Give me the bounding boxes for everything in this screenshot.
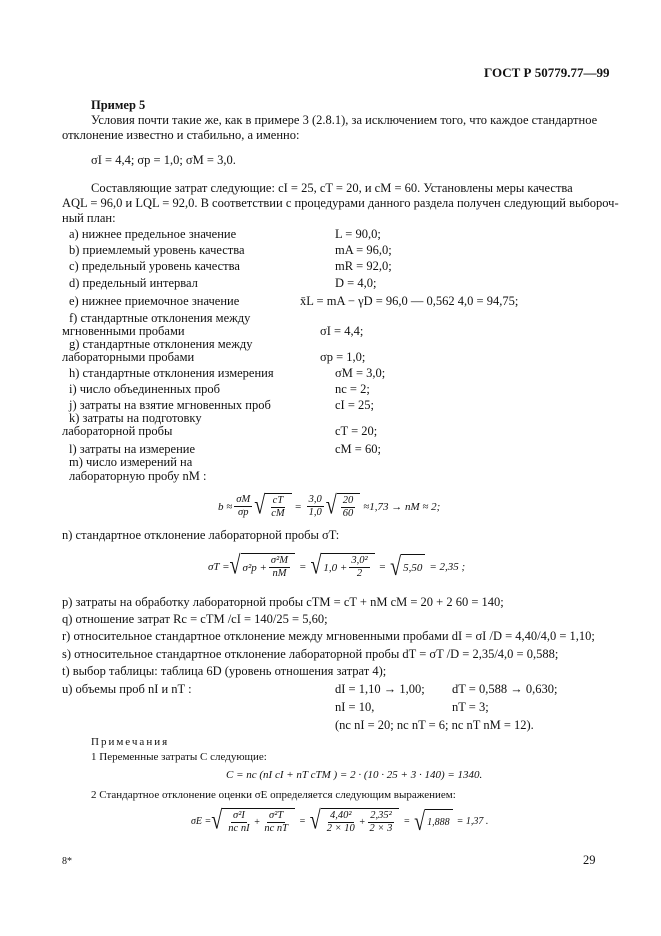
footer-mark: 8*	[62, 856, 72, 867]
sigma-values: σI = 4,4; σp = 1,0; σM = 3,0.	[91, 153, 236, 167]
note-2-c-num: 4,40²	[329, 810, 352, 821]
radical-sign: √	[229, 551, 241, 581]
formula-sigma-t-frac-den: nM	[272, 568, 287, 579]
formula-b-frac4-num: 20	[342, 495, 354, 506]
plan-j-label: j) затраты на взятие мгновенных проб	[69, 398, 271, 412]
plan-d-label: d) предельный интервал	[69, 276, 198, 290]
note-2-lhs: σE =	[191, 815, 212, 827]
note-2: 2 Стандартное отклонение оценки σE определяется следующим выражением:	[91, 789, 456, 801]
plan-c-label: c) предельный уровень качества	[69, 259, 240, 273]
radical-sign: √	[309, 806, 321, 836]
formula-b-frac2-den: cM	[271, 508, 285, 519]
note-2-b-den: nc nT	[264, 823, 288, 834]
note-2-root2: √ $\frac{\text{4,40²}}{2 \times 10}$ + $\frac{\text{2,35²}}{2 \times 3}$	[310, 808, 400, 835]
formula-sigma-t-root3-val: 5,50	[403, 561, 423, 574]
note-2-a-den: nc nI	[228, 823, 250, 834]
radical-sign: √	[211, 806, 223, 836]
radical-sign: √	[310, 551, 322, 581]
radical-sign: √	[254, 491, 266, 521]
plan-d-value: D = 4,0;	[335, 276, 377, 290]
item-t: t) выбор таблицы: таблица 6D (уровень отношения затрат 4);	[62, 664, 387, 678]
note-2-eq: =	[298, 815, 306, 827]
formula-sigma-t-frac-num: σ²M	[270, 555, 288, 566]
formula-sigma-t-root3	[390, 554, 425, 580]
radical-sign: √	[414, 807, 426, 836]
note-1-formula: C = nc (nI cI + nT cTM ) = 2 · (10 · 25 + 3 · 140) = 1340.	[226, 769, 483, 781]
formula-sigma-t-lhs: σT =	[208, 560, 230, 573]
item-u-r3: (nc nI = 20; nc nT = 6; nc nT nM = 12).	[335, 718, 534, 732]
formula-sigma-t-part2: 1,0 +	[323, 561, 348, 574]
formula-b-frac3-den: 1,0	[308, 507, 322, 518]
intro-line-2: отклонение известно и стабильно, а именно:	[62, 128, 300, 142]
formula-sigma-t-root2	[310, 553, 374, 580]
plan-a-label: a) нижнее предельное значение	[69, 227, 237, 241]
plan-b-label: b) приемлемый уровень качества	[69, 243, 245, 257]
formula-sigma-t-tail: =	[378, 560, 387, 573]
note-2-root3-val: 1,888	[427, 816, 450, 828]
plan-h-label: h) стандартные отклонения измерения	[69, 366, 274, 380]
costs-line-3: ный план:	[62, 211, 116, 225]
plan-m-label: m) число измерений на	[69, 455, 193, 469]
note-2-end: = 1,37 .	[456, 815, 489, 827]
plan-e-value: x̄L = mA − γD = 96,0 — 0,562 4,0 = 94,75;	[300, 294, 519, 308]
plan-h-value: σM = 3,0;	[335, 366, 386, 380]
item-r: r) относительное стандартное отклонение между мгновенными пробами dI = σI /D = 4,40/4,0 = 1,10;	[62, 629, 595, 643]
formula-b-root2	[326, 493, 360, 520]
plan-g-value: σp = 1,0;	[320, 350, 366, 364]
plan-f-value: σI = 4,4;	[320, 324, 364, 338]
plan-j-value: cI = 25;	[335, 398, 374, 412]
item-s: s) относительное стандартное отклонение лабораторной пробы dT = σT /D = 2,35/4,0 = 0,588;	[62, 647, 559, 661]
note-2-formula: σE = √ $\frac{\text{σ²I}}{\text{nc nI}}$ + $\frac{\text{σ²T}}{\text{nc nT}}$ = √ $\frac{\text{4,40²}}{2 \times 10}$ + $\frac{\text{2,35²}}{2 \times 3}$ = √ 1,888 = 1,37 .	[191, 808, 488, 835]
costs-line-1: Составляющие затрат следующие: cI = 25, cT = 20, и cM = 60. Установлены меры качества	[91, 181, 573, 195]
plan-g-label: g) стандартные отклонения между	[69, 337, 253, 351]
item-n: n) стандартное отклонение лабораторной пробы σT:	[62, 528, 340, 542]
example-title: Пример 5	[91, 98, 146, 112]
note-1: 1 Переменные затраты C следующие:	[91, 751, 267, 763]
note-2-root1: √ $\frac{\text{σ²I}}{\text{nc nI}}$ + $\frac{\text{σ²T}}{\text{nc nT}}$	[211, 808, 295, 835]
plan-k-label-cont: лабораторной пробы	[62, 424, 173, 438]
page-number: 29	[583, 853, 596, 867]
formula-sigma-t-root1	[230, 553, 295, 580]
notes-title: Примечания	[91, 736, 170, 748]
plan-e-label: e) нижнее приемочное значение	[69, 294, 240, 308]
note-2-d-num: 2,35²	[370, 810, 392, 821]
formula-b-frac1-num: σM	[236, 494, 251, 505]
plan-c-value: mR = 92,0;	[335, 259, 392, 273]
note-2-c-den: 2 × 10	[326, 823, 355, 834]
plan-m-label-cont: лабораторную пробу nM :	[69, 469, 207, 483]
document-code: ГОСТ Р 50779.77—99	[484, 65, 610, 80]
formula-sigma-t	[208, 553, 465, 580]
formula-b-rest: ≈1,73 → nM ≈ 2;	[363, 500, 441, 513]
item-q: q) отношение затрат Rc = cTM /cI = 140/25 = 5,60;	[62, 612, 328, 626]
item-u-r2c2: nT = 3;	[452, 700, 489, 714]
formula-b-frac4-den: 60	[342, 508, 354, 519]
costs-line-2: AQL = 96,0 и LQL = 92,0. В соответствии с процедурами данного раздела получен следующий выбороч-	[62, 196, 619, 210]
item-u-r1c1: dI = 1,10 → 1,00;	[335, 682, 425, 696]
note-2-b-num: σ²T	[269, 810, 284, 821]
plan-l-value: cM = 60;	[335, 442, 381, 456]
formula-sigma-t-frac2-den: 2	[356, 568, 363, 579]
radical-sign: √	[325, 491, 337, 521]
intro-line-1: Условия почти такие же, как в примере 3 (2.8.1), за исключением того, что каждое стандартное	[91, 113, 598, 127]
formula-b: b ≈ $\frac{\sigma M}{\sigma p}$ √ $\frac{cT}{cM}$ = $\frac{3,0}{1,0}$ √ $\frac{20}{60}$ ≈1,73 → nM ≈ 2;	[218, 493, 440, 520]
plan-a-value: L = 90,0;	[335, 227, 381, 241]
plan-k-value: cT = 20;	[335, 424, 378, 438]
note-2-d-den: 2 × 3	[369, 823, 393, 834]
formula-sigma-t-part1: σ²p +	[242, 561, 267, 574]
formula-b-frac2-num: cT	[272, 495, 284, 506]
formula-b-lhs: b ≈	[218, 500, 233, 513]
item-u-r2c1: nI = 10,	[335, 700, 375, 714]
formula-sigma-t-mid: =	[299, 560, 307, 573]
plan-f-label: f) стандартные отклонения между	[69, 311, 251, 325]
item-u-label: u) объемы проб nI и nT :	[62, 682, 192, 696]
plan-f-label-cont: мгновенными пробами	[62, 324, 185, 338]
formula-b-frac1	[234, 494, 252, 519]
formula-b-frac3-num: 3,0	[308, 494, 322, 505]
note-2-a-num: σ²I	[233, 810, 245, 821]
plan-l-label: l) затраты на измерение	[69, 442, 195, 456]
item-u-r1c2: dT = 0,588 → 0,630;	[452, 682, 558, 696]
item-p: p) затраты на обработку лабораторной пробы cTM = cT + nM cM = 20 + 2 60 = 140;	[62, 595, 504, 609]
plan-i-value: nc = 2;	[335, 382, 370, 396]
plan-g-label-cont: лабораторными пробами	[62, 350, 195, 364]
formula-b-root1	[254, 493, 291, 520]
plan-i-label: i) число объединенных проб	[69, 382, 221, 396]
formula-sigma-t-end: = 2,35 ;	[429, 560, 466, 573]
plan-b-value: mA = 96,0;	[335, 243, 392, 257]
note-2-root3	[414, 809, 452, 835]
plan-k-label: k) затраты на подготовку	[69, 411, 202, 425]
radical-sign: √	[390, 552, 402, 581]
formula-b-frac1-den: σp	[238, 507, 249, 518]
formula-sigma-t-frac2-num: 3,0²	[351, 555, 368, 566]
formula-b-frac3	[307, 494, 324, 519]
